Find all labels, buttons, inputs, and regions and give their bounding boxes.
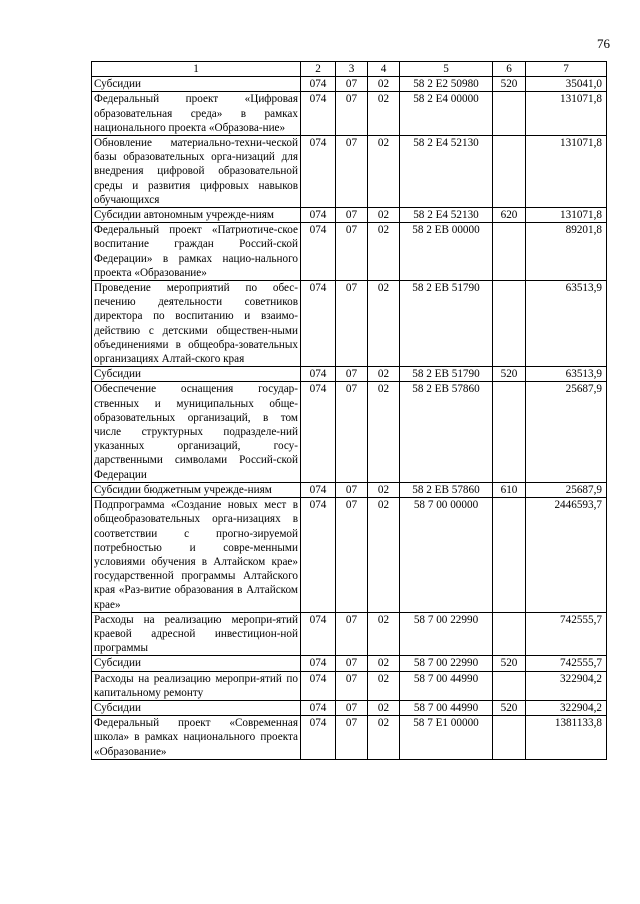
row-expense-type-cell <box>493 136 526 208</box>
row-target-code-cell: 58 2 Е4 00000 <box>400 92 493 136</box>
row-amount-cell: 2446593,7 <box>526 498 607 613</box>
row-amount-cell: 25687,9 <box>526 382 607 482</box>
row-expense-type-cell <box>493 281 526 367</box>
column-header: 1 <box>92 62 301 77</box>
row-code-cell: 074 <box>301 136 336 208</box>
row-code-cell: 074 <box>301 656 336 671</box>
row-subsection-cell: 02 <box>368 92 400 136</box>
row-section-cell: 07 <box>336 92 368 136</box>
row-subsection-cell: 02 <box>368 77 400 92</box>
row-name-cell: Субсидии <box>92 700 301 715</box>
row-amount-cell: 63513,9 <box>526 281 607 367</box>
row-expense-type-cell <box>493 716 526 760</box>
row-section-cell: 07 <box>336 716 368 760</box>
table-row <box>92 367 607 382</box>
row-target-code-cell: 58 2 ЕВ 57860 <box>400 382 493 482</box>
row-subsection-cell: 02 <box>368 482 400 497</box>
page-number: 76 <box>597 36 610 51</box>
row-subsection-cell: 02 <box>368 498 400 613</box>
row-code-cell: 074 <box>301 671 336 700</box>
row-section-cell: 07 <box>336 367 368 382</box>
row-subsection-cell: 02 <box>368 136 400 208</box>
row-target-code-cell: 58 7 Е1 00000 <box>400 716 493 760</box>
row-target-code-cell: 58 2 Е4 52130 <box>400 208 493 223</box>
row-name-cell: Расходы на реализацию меропри-ятий по капитальному ремонту <box>92 671 301 700</box>
row-target-code-cell: 58 7 00 00000 <box>400 498 493 613</box>
column-header: 6 <box>493 62 526 77</box>
row-amount-cell: 322904,2 <box>526 700 607 715</box>
table-row <box>92 136 607 208</box>
row-expense-type-cell: 610 <box>493 482 526 497</box>
row-target-code-cell: 58 7 00 44990 <box>400 671 493 700</box>
table-row <box>92 482 607 497</box>
column-header: 4 <box>368 62 400 77</box>
row-code-cell: 074 <box>301 716 336 760</box>
row-section-cell: 07 <box>336 77 368 92</box>
row-subsection-cell: 02 <box>368 656 400 671</box>
row-name-cell: Расходы на реализацию меропри-ятий краевой адресной инвестицион-ной программы <box>92 612 301 656</box>
row-amount-cell: 322904,2 <box>526 671 607 700</box>
row-name-cell: Субсидии <box>92 367 301 382</box>
row-name-cell: Субсидии бюджетным учрежде-ниям <box>92 482 301 497</box>
row-amount-cell: 35041,0 <box>526 77 607 92</box>
row-target-code-cell: 58 7 00 22990 <box>400 612 493 656</box>
row-subsection-cell: 02 <box>368 612 400 656</box>
row-amount-cell: 742555,7 <box>526 612 607 656</box>
row-code-cell: 074 <box>301 700 336 715</box>
row-code-cell: 074 <box>301 77 336 92</box>
row-target-code-cell: 58 2 ЕВ 57860 <box>400 482 493 497</box>
row-section-cell: 07 <box>336 482 368 497</box>
row-expense-type-cell: 520 <box>493 656 526 671</box>
row-expense-type-cell <box>493 223 526 281</box>
table-row <box>92 700 607 715</box>
row-amount-cell: 25687,9 <box>526 482 607 497</box>
row-target-code-cell: 58 7 00 44990 <box>400 700 493 715</box>
row-target-code-cell: 58 2 ЕВ 51790 <box>400 367 493 382</box>
row-expense-type-cell: 620 <box>493 208 526 223</box>
row-name-cell: Федеральный проект «Цифровая образовательная среда» в рамках национального проекта «Образова-ние» <box>92 92 301 136</box>
row-expense-type-cell <box>493 92 526 136</box>
row-name-cell: Федеральный проект «Современная школа» в рамках национального проекта «Образование» <box>92 716 301 760</box>
row-code-cell: 074 <box>301 482 336 497</box>
row-expense-type-cell <box>493 612 526 656</box>
table-row <box>92 498 607 613</box>
column-header: 3 <box>336 62 368 77</box>
row-expense-type-cell: 520 <box>493 77 526 92</box>
row-code-cell: 074 <box>301 367 336 382</box>
row-subsection-cell: 02 <box>368 208 400 223</box>
row-code-cell: 074 <box>301 223 336 281</box>
row-expense-type-cell: 520 <box>493 700 526 715</box>
row-code-cell: 074 <box>301 382 336 482</box>
row-section-cell: 07 <box>336 498 368 613</box>
row-section-cell: 07 <box>336 612 368 656</box>
row-name-cell: Обновление материально-техни-ческой базы образовательных орга-низаций для внедрения цифровой образовательной среды и развития цифровых навыков обучающихся <box>92 136 301 208</box>
row-code-cell: 074 <box>301 612 336 656</box>
row-subsection-cell: 02 <box>368 382 400 482</box>
row-expense-type-cell <box>493 382 526 482</box>
row-section-cell: 07 <box>336 136 368 208</box>
table-row <box>92 671 607 700</box>
row-section-cell: 07 <box>336 208 368 223</box>
table-row <box>92 382 607 482</box>
table-row <box>92 223 607 281</box>
row-amount-cell: 63513,9 <box>526 367 607 382</box>
row-amount-cell: 131071,8 <box>526 136 607 208</box>
row-target-code-cell: 58 2 ЕВ 00000 <box>400 223 493 281</box>
row-amount-cell: 742555,7 <box>526 656 607 671</box>
row-amount-cell: 89201,8 <box>526 223 607 281</box>
table-row <box>92 612 607 656</box>
row-expense-type-cell <box>493 498 526 613</box>
row-amount-cell: 1381133,8 <box>526 716 607 760</box>
row-subsection-cell: 02 <box>368 281 400 367</box>
row-section-cell: 07 <box>336 656 368 671</box>
row-name-cell: Субсидии <box>92 656 301 671</box>
row-section-cell: 07 <box>336 281 368 367</box>
row-name-cell: Субсидии <box>92 77 301 92</box>
table-row <box>92 656 607 671</box>
row-target-code-cell: 58 2 ЕВ 51790 <box>400 281 493 367</box>
row-subsection-cell: 02 <box>368 700 400 715</box>
budget-table <box>91 61 607 760</box>
table-header-row <box>92 62 607 77</box>
row-name-cell: Проведение мероприятий по обес-печению деятельности советников директора по воспитанию и взаимо-действию с детскими обществен-ными объединениями в общеобра-зовательных организациях Алтай-ского края <box>92 281 301 367</box>
row-section-cell: 07 <box>336 382 368 482</box>
row-code-cell: 074 <box>301 281 336 367</box>
row-amount-cell: 131071,8 <box>526 208 607 223</box>
column-header: 2 <box>301 62 336 77</box>
row-target-code-cell: 58 2 Е4 52130 <box>400 136 493 208</box>
row-subsection-cell: 02 <box>368 671 400 700</box>
row-name-cell: Федеральный проект «Патриотиче-ское воспитание граждан Россий-ской Федерации» в рамках нацио-нального проекта «Образование» <box>92 223 301 281</box>
row-code-cell: 074 <box>301 498 336 613</box>
row-section-cell: 07 <box>336 223 368 281</box>
row-name-cell: Подпрограмма «Создание новых мест в общеобразовательных орга-низациях в соответствии с прогно-зируемой потребностью и совре-менными условиями обучения в Алтайском крае» государственной программы Алтайского края «Раз-витие образования в Алтайском крае» <box>92 498 301 613</box>
column-header: 7 <box>526 62 607 77</box>
row-expense-type-cell <box>493 671 526 700</box>
row-code-cell: 074 <box>301 208 336 223</box>
row-target-code-cell: 58 2 Е2 50980 <box>400 77 493 92</box>
table-row <box>92 716 607 760</box>
table-row <box>92 92 607 136</box>
table-row <box>92 77 607 92</box>
table-row <box>92 281 607 367</box>
row-target-code-cell: 58 7 00 22990 <box>400 656 493 671</box>
row-expense-type-cell: 520 <box>493 367 526 382</box>
table-row <box>92 208 607 223</box>
row-name-cell: Обеспечение оснащения государ-ственных и муниципальных обще-образовательных организаций, в том числе структурных подразделе-ний указанных организаций, госу-дарственными символами Россий-ской Федерации <box>92 382 301 482</box>
row-subsection-cell: 02 <box>368 716 400 760</box>
row-name-cell: Субсидии автономным учрежде-ниям <box>92 208 301 223</box>
column-header: 5 <box>400 62 493 77</box>
row-amount-cell: 131071,8 <box>526 92 607 136</box>
row-section-cell: 07 <box>336 700 368 715</box>
row-code-cell: 074 <box>301 92 336 136</box>
row-subsection-cell: 02 <box>368 367 400 382</box>
row-section-cell: 07 <box>336 671 368 700</box>
row-subsection-cell: 02 <box>368 223 400 281</box>
